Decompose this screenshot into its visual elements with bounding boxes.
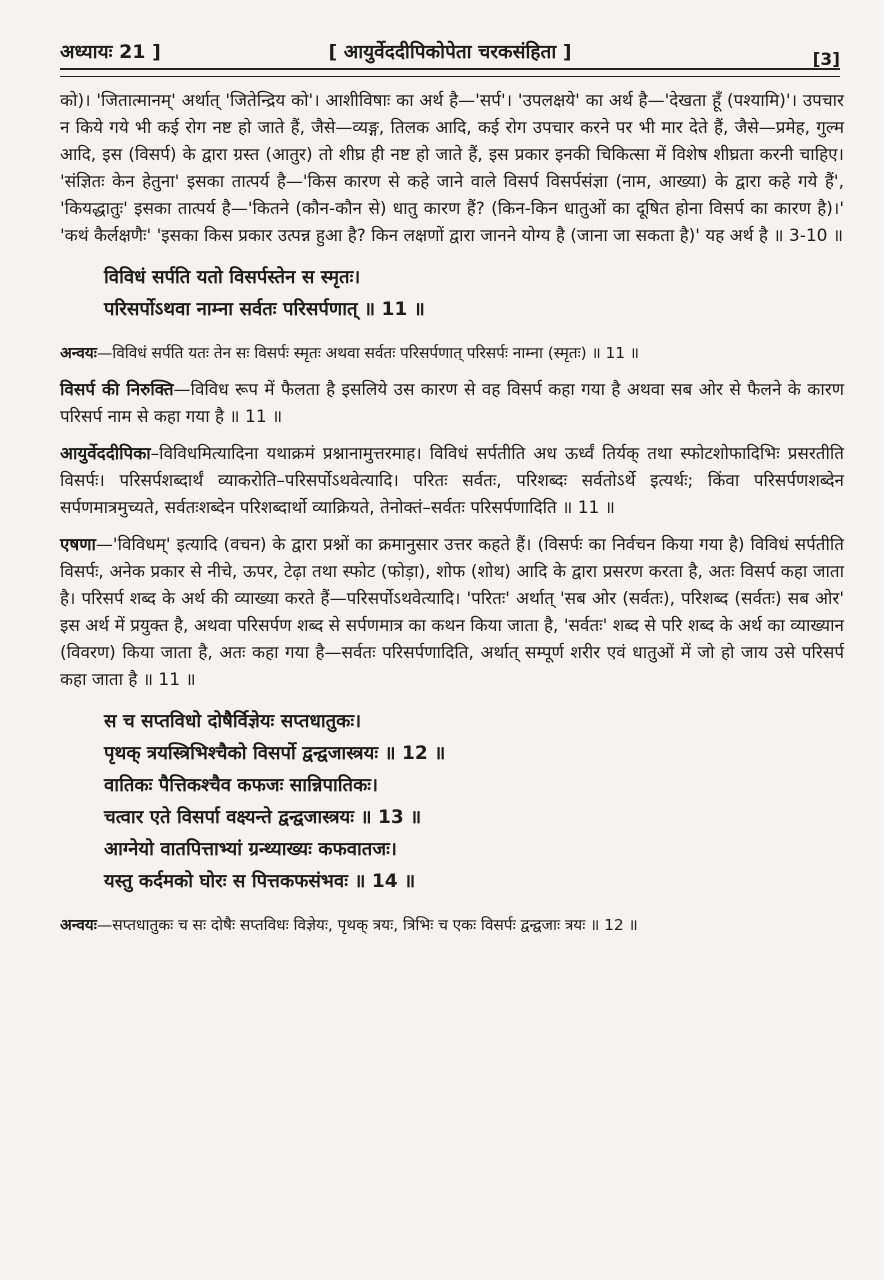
verse-line: चत्वार एते विसर्पा वक्ष्यन्ते द्वन्द्वजास्त्रयः ॥ 13 ॥ bbox=[104, 807, 422, 828]
eshana-paragraph bbox=[60, 532, 844, 694]
verse-line: आग्नेयो वातपित्ताभ्यां ग्रन्थ्याख्यः कफवातजः। bbox=[104, 839, 397, 860]
page-number: [3] bbox=[812, 50, 840, 70]
chapter-label: अध्यायः 21 ] bbox=[60, 41, 161, 63]
anvaya-11 bbox=[60, 340, 844, 367]
page-content bbox=[60, 88, 844, 949]
anvaya-text: —सप्तधातुकः च सः दोषैः सप्तविधः विज्ञेयः, पृथक् त्रयः, त्रिभिः च एकः विसर्पः द्वन्द्वजाः त्रयः ॥ 12 ॥ bbox=[96, 916, 638, 934]
ayurveda-dipika-text: –विविधमित्यादिना यथाक्रमं प्रश्नानामुत्तरमाह। विविधं सर्पतीति अध ऊर्ध्वं तिर्यक् तथा स्फोटशोफादिभिः प्रसरतीति विसर्पः। परिसर्पशब्दार्थं व्याकरोति–परिसर्पोऽथवेत्यादि। परितः सर्वतः, परिशब्दः सर्वतोऽर्थे इत्यर्थः; किंवा परिसर्पणशब्देन सर्पणमात्रमुच्यते, सर्वतःशब्देन परिशब्दार्थो व्याक्रियते, तेनोक्तं–सर्वतः परिसर्पणादिति ॥ 11 ॥ bbox=[60, 444, 844, 518]
eshana-label: एषणा bbox=[60, 535, 96, 555]
verse-line: परिसर्पोऽथवा नाम्ना सर्वतः परिसर्पणात् ॥ 11 ॥ bbox=[104, 299, 425, 320]
anvaya-label: अन्वयः bbox=[60, 344, 97, 362]
eshana-text: —'विविधम्' इत्यादि (वचन) के द्वारा प्रश्नों का क्रमानुसार उत्तर कहते हैं। (विसर्पः का निर्वचन किया गया है) विविधं सर्पतीति विसर्पः, अनेक प्रकार से नीचे, ऊपर, टेढ़ा तथा स्फोट (फोड़ा), शोफ (शोथ) आदि के द्वारा प्रसरण करता है, अतः विसर्प कहा जाता है। परिसर्प शब्द के अर्थ की व्याख्या करते हैं—परिसर्पोऽथवेत्यादि। 'परितः' अर्थात् 'सब ओर (सर्वतः), परिशब्द (सर्वतः) सब ओर' इस अर्थ में प्रयुक्त है, अथवा परिसर्पण शब्द से सर्पणमात्र का कथन किया जाता है, 'सर्वतः' शब्द से परि शब्द के अर्थ का व्याख्यान (विवरण) किया जाता है, अतः कहा गया है—सर्वतः परिसर्पणादिति, अर्थात् सम्पूर्ण शरीर एवं धातुओं में जो हो जाय उसे परिसर्प कहा जाता है ॥ 11 ॥ bbox=[60, 535, 844, 690]
verse-line: विविधं सर्पति यतो विसर्पस्तेन स स्मृतः। bbox=[104, 267, 361, 288]
page-header bbox=[60, 34, 840, 70]
book-title: [ आयुर्वेददीपिकोपेता चरकसंहिता ] bbox=[328, 41, 572, 63]
anvaya-12 bbox=[60, 912, 844, 939]
verse-line: स च सप्तविधो दोषैर्विज्ञेयः सप्तधातुकः। bbox=[104, 711, 362, 732]
nirukti-paragraph bbox=[60, 377, 844, 431]
nirukti-label: विसर्प की निरुक्ति bbox=[60, 380, 174, 400]
verse-line: वातिकः पैत्तिकश्चैव कफजः सान्निपातिकः। bbox=[104, 775, 379, 796]
verse-line: यस्तु कर्दमको घोरः स पित्तकफसंभवः ॥ 14 ॥ bbox=[104, 871, 416, 892]
nirukti-text: —विविध रूप में फैलता है इसलिये उस कारण से वह विसर्प कहा गया है अथवा सब ओर से फैलने के कारण परिसर्प नाम से कहा गया है ॥ 11 ॥ bbox=[60, 380, 844, 427]
anvaya-label: अन्वयः bbox=[60, 916, 97, 934]
ayurveda-dipika-label: आयुर्वेददीपिका bbox=[60, 444, 151, 464]
paragraph-commentary-3-10: को)। 'जितात्मानम्' अर्थात् 'जितेन्द्रिय को'। आशीविषाः का अर्थ है—'सर्प'। 'उपलक्षये' का अर्थ है—'देखता हूँ (पश्यामि)'। उपचार न किये गये भी कई रोग नष्ट हो जाते हैं, जैसे—व्यङ्ग, तिलक आदि, कई रोग उपचार करने पर भी मार देते हैं, जैसे—प्रमेह, गुल्म आदि, इस (विसर्प) के द्वारा ग्रस्त (आतुर) तो शीघ्र ही नष्ट हो जाते हैं, इस प्रकार इनकी चिकित्सा में विशेष शीघ्रता करनी चाहिए। 'संज्ञितः केन हेतुना' इसका तात्पर्य है—'किस कारण से कहे जाने वाले विसर्प विसर्पसंज्ञा (नाम, आख्या) के द्वारा कहे गये हैं', 'कियद्धातुः' इसका तात्पर्य है—'कितने (कौन-कौन से) धातु कारण हैं? (किन-किन धातुओं का दूषित होना विसर्प का कारण है)।' 'कथं कैर्लक्षणैः' 'इसका किस प्रकार उत्पन्न हुआ है? किन लक्षणों द्वारा जानने योग्य है (जाना जा सकता है)' यह अर्थ है ॥ 3-10 ॥ bbox=[60, 91, 844, 246]
verse-line: पृथक् त्रयस्त्रिभिश्चैको विसर्पो द्वन्द्वजास्त्रयः ॥ 12 ॥ bbox=[104, 743, 446, 764]
verse-11 bbox=[104, 262, 844, 326]
anvaya-text: —विविधं सर्पति यतः तेन सः विसर्पः स्मृतः अथवा सर्वतः परिसर्पणात् परिसर्पः नाम्ना (स्मृतः) ॥ 11 ॥ bbox=[96, 344, 639, 362]
header-rule-thick bbox=[60, 68, 840, 70]
verse-12-14 bbox=[104, 706, 844, 898]
ayurveda-dipika-paragraph bbox=[60, 441, 844, 522]
header-rule-thin bbox=[60, 76, 840, 77]
